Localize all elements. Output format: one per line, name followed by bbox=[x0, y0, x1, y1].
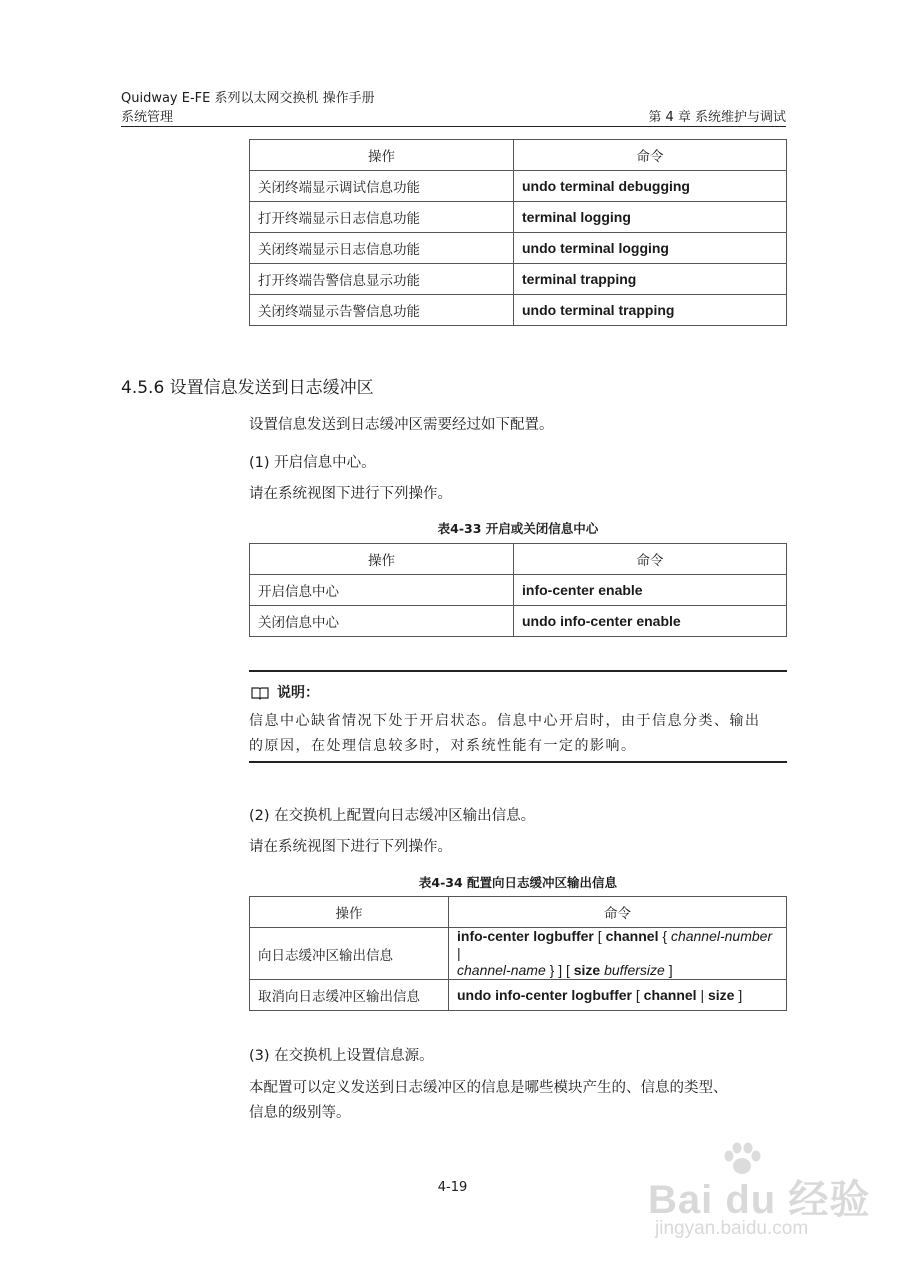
operation-cell: 开启信息中心 bbox=[250, 575, 514, 606]
step-3-line-1: 本配置可以定义发送到日志缓冲区的信息是哪些模块产生的、信息的类型、 bbox=[249, 1080, 728, 1096]
step-2: (2) 在交换机上配置向日志缓冲区输出信息。 bbox=[249, 808, 536, 824]
table-row bbox=[250, 606, 787, 637]
column-header-command: 命令 bbox=[514, 544, 787, 575]
cmd-bracket: [ bbox=[593, 928, 606, 944]
watermark-brand: Bai du 经验 bbox=[648, 1178, 871, 1222]
command-table-info-center bbox=[249, 543, 787, 637]
table-header-row bbox=[250, 140, 787, 171]
table-caption-4-34: 表4-34 配置向日志缓冲区输出信息 bbox=[418, 875, 618, 890]
note-header bbox=[251, 682, 319, 702]
table-row bbox=[250, 171, 787, 202]
table-row bbox=[250, 928, 787, 980]
book-icon bbox=[251, 685, 269, 699]
cmd-keyword: channel bbox=[643, 987, 697, 1003]
cmd-parameter: channel-name bbox=[457, 962, 546, 978]
note-line-1: 信息中心缺省情况下处于开启状态。信息中心开启时，由于信息分类、输出 bbox=[249, 713, 761, 729]
cmd-bracket: { bbox=[658, 928, 671, 944]
cmd-keyword: undo info-center logbuffer bbox=[457, 987, 632, 1003]
note-top-rule bbox=[249, 670, 787, 672]
cmd-bracket: ] bbox=[734, 987, 743, 1003]
table-header-row bbox=[250, 544, 787, 575]
operation-cell: 关闭终端显示调试信息功能 bbox=[250, 171, 514, 202]
step-1-instruction: 请在系统视图下进行下列操作。 bbox=[249, 486, 452, 502]
step-3: (3) 在交换机上设置信息源。 bbox=[249, 1048, 434, 1064]
command-cell: undo info-center enable bbox=[514, 606, 787, 637]
operation-cell: 向日志缓冲区输出信息 bbox=[250, 928, 449, 980]
cmd-keyword: size bbox=[573, 962, 601, 978]
command-cell: undo terminal logging bbox=[514, 233, 787, 264]
operation-cell: 打开终端显示日志信息功能 bbox=[250, 202, 514, 233]
command-cell: info-center enable bbox=[514, 575, 787, 606]
cmd-bracket: } ] [ bbox=[545, 962, 574, 978]
command-cell: undo terminal trapping bbox=[514, 295, 787, 326]
cmd-keyword: size bbox=[707, 987, 735, 1003]
cmd-parameter: channel-number bbox=[670, 928, 773, 944]
command-table-logbuffer bbox=[249, 896, 787, 1011]
table-row bbox=[250, 264, 787, 295]
cmd-separator: | bbox=[696, 987, 708, 1003]
paw-icon bbox=[720, 1142, 764, 1180]
note-line-2: 的原因，在处理信息较多时，对系统性能有一定的影响。 bbox=[249, 738, 637, 754]
header-chapter: 第 4 章 系统维护与调试 bbox=[648, 110, 786, 125]
table-row bbox=[250, 233, 787, 264]
note-title: 说明： bbox=[277, 685, 319, 701]
section-heading: 4.5.6 设置信息发送到日志缓冲区 bbox=[121, 378, 374, 398]
table-row bbox=[250, 295, 787, 326]
command-cell bbox=[449, 980, 787, 1011]
watermark-url: jingyan.baidu.com bbox=[655, 1218, 809, 1239]
column-header-operation: 操作 bbox=[250, 544, 514, 575]
operation-cell: 取消向日志缓冲区输出信息 bbox=[250, 980, 449, 1011]
cmd-keyword: channel bbox=[605, 928, 659, 944]
page-number: 4-19 bbox=[437, 1180, 468, 1195]
command-cell: terminal logging bbox=[514, 202, 787, 233]
command-cell: terminal trapping bbox=[514, 264, 787, 295]
header-rule bbox=[121, 126, 786, 127]
column-header-command: 命令 bbox=[514, 140, 787, 171]
cmd-bracket: ] bbox=[664, 962, 673, 978]
table-row bbox=[250, 202, 787, 233]
step-1: (1) 开启信息中心。 bbox=[249, 455, 376, 471]
command-cell: undo terminal debugging bbox=[514, 171, 787, 202]
section-intro: 设置信息发送到日志缓冲区需要经过如下配置。 bbox=[249, 417, 554, 433]
operation-cell: 关闭终端显示日志信息功能 bbox=[250, 233, 514, 264]
operation-cell: 关闭终端显示告警信息功能 bbox=[250, 295, 514, 326]
table-caption-4-33: 表4-33 开启或关闭信息中心 bbox=[437, 521, 599, 536]
column-header-operation: 操作 bbox=[250, 897, 449, 928]
note-bottom-rule bbox=[249, 761, 787, 763]
step-3-line-2: 信息的级别等。 bbox=[249, 1105, 351, 1121]
header-title: Quidway E-FE 系列以太网交换机 操作手册 bbox=[121, 91, 375, 106]
table-header-row bbox=[250, 897, 787, 928]
column-header-operation: 操作 bbox=[250, 140, 514, 171]
operation-cell: 打开终端告警信息显示功能 bbox=[250, 264, 514, 295]
table-row bbox=[250, 575, 787, 606]
cmd-keyword: info-center logbuffer bbox=[457, 928, 594, 944]
operation-cell: 关闭信息中心 bbox=[250, 606, 514, 637]
cmd-parameter: buffersize bbox=[604, 962, 665, 978]
cmd-bracket: [ bbox=[631, 987, 644, 1003]
step-2-instruction: 请在系统视图下进行下列操作。 bbox=[249, 839, 452, 855]
header-section: 系统管理 bbox=[121, 110, 174, 125]
command-cell bbox=[449, 928, 787, 980]
cmd-separator: | bbox=[457, 945, 461, 961]
command-table-terminal bbox=[249, 139, 787, 326]
table-row bbox=[250, 980, 787, 1011]
column-header-command: 命令 bbox=[449, 897, 787, 928]
